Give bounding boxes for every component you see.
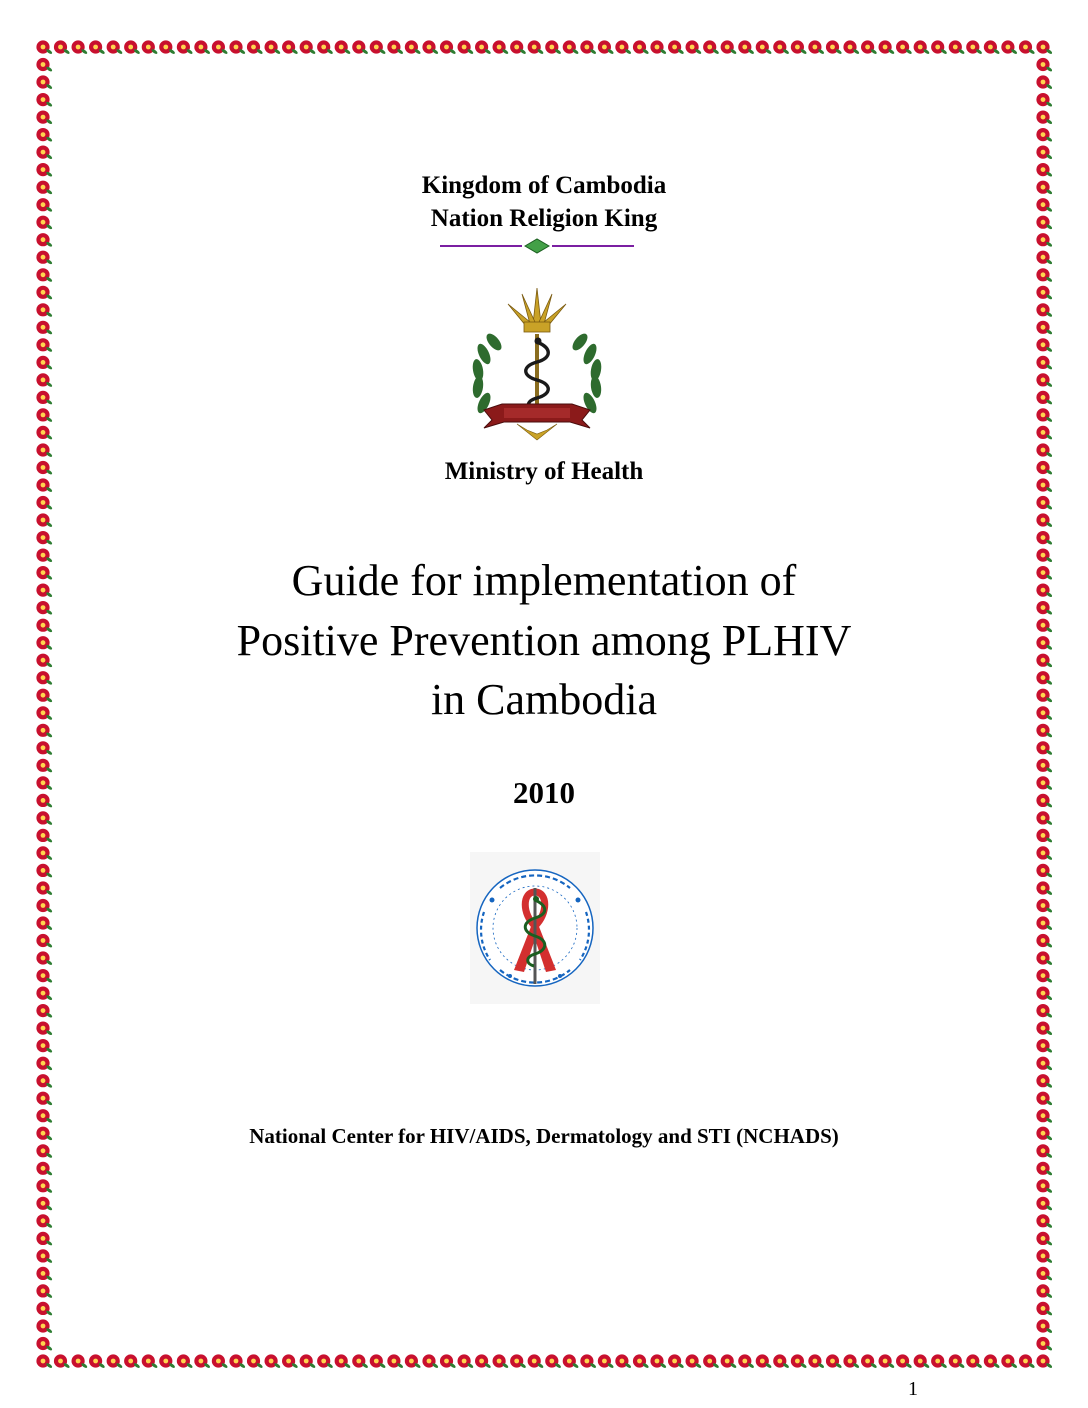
organization-name: National Center for HIV/AIDS, Dermatology and STI (NCHADS) <box>249 1124 839 1148</box>
document-title-line2: Positive Prevention among PLHIV <box>236 616 852 665</box>
header-motto: Nation Religion King <box>430 205 658 232</box>
header-country: Kingdom of Cambodia <box>421 172 667 199</box>
ministry-name: Ministry of Health <box>444 458 644 485</box>
document-title-line3: in Cambodia <box>430 675 658 724</box>
nchads-logo <box>470 852 600 1004</box>
document-title-line1: Guide for implementation of <box>291 556 797 605</box>
diamond-divider-icon <box>440 236 634 256</box>
document-year: 2010 <box>513 775 575 810</box>
ministry-of-health-emblem <box>462 284 612 444</box>
page-number: 1 <box>908 1378 918 1400</box>
